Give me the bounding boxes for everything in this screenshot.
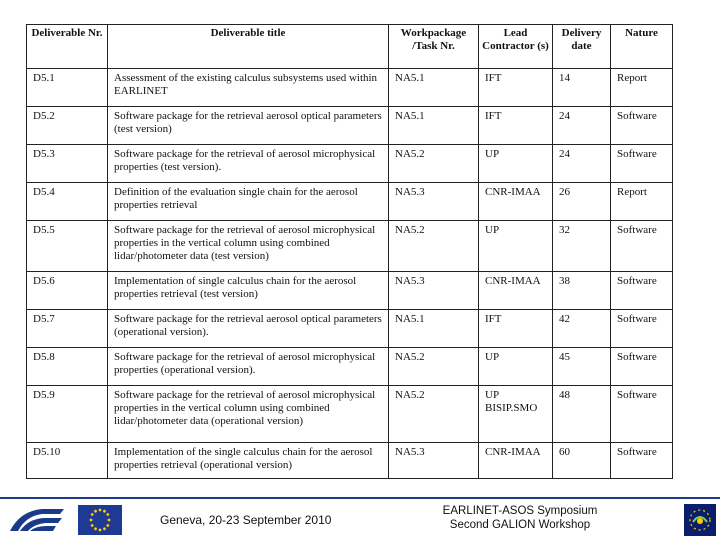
cell-title: Software package for the retrieval aerosol optical parameters (test version) <box>108 107 389 145</box>
header-lead-contractor: Lead Contractor (s) <box>479 25 553 69</box>
cell-nr: D5.1 <box>27 69 108 107</box>
cell-wp: NA5.1 <box>389 69 479 107</box>
cell-nr: D5.3 <box>27 145 108 183</box>
header-nature: Nature <box>611 25 673 69</box>
footer-workshop: Second GALION Workshop <box>449 519 591 531</box>
cell-title: Implementation of the single calculus chain for the aerosol properties retrieval (operational version) <box>108 443 389 479</box>
cell-date: 14 <box>553 69 611 107</box>
table-row <box>27 107 673 145</box>
cell-lead: UP <box>479 145 553 183</box>
cell-nature: Software <box>611 145 673 183</box>
cell-lead: CNR-IMAA <box>479 183 553 221</box>
cell-wp: NA5.2 <box>389 386 479 443</box>
footer-symposium: EARLINET-ASOS Symposium <box>442 505 598 517</box>
cell-nature: Software <box>611 386 673 443</box>
cell-nr: D5.8 <box>27 348 108 386</box>
cell-date: 48 <box>553 386 611 443</box>
galion-logo-icon <box>684 504 716 536</box>
header-workpackage: Workpackage /Task Nr. <box>389 25 479 69</box>
cell-title: Software package for the retrieval aerosol optical parameters (operational version). <box>108 310 389 348</box>
cell-wp: NA5.3 <box>389 443 479 479</box>
cell-wp: NA5.2 <box>389 145 479 183</box>
cell-wp: NA5.1 <box>389 310 479 348</box>
cell-nr: D5.5 <box>27 221 108 272</box>
cell-title: Software package for the retrieval of aerosol microphysical properties (operational version). <box>108 348 389 386</box>
cell-wp: NA5.2 <box>389 221 479 272</box>
cell-title: Definition of the evaluation single chain for the aerosol properties retrieval <box>108 183 389 221</box>
cell-lead: UP <box>479 221 553 272</box>
cell-title: Software package for the retrieval of aerosol microphysical properties (test version). <box>108 145 389 183</box>
cell-date: 38 <box>553 272 611 310</box>
cell-nr: D5.2 <box>27 107 108 145</box>
eu-flag-icon <box>78 505 122 535</box>
table-row <box>27 386 673 443</box>
cell-wp: NA5.2 <box>389 348 479 386</box>
table-row <box>27 310 673 348</box>
cell-title: Implementation of single calculus chain for the aerosol properties retrieval (test version) <box>108 272 389 310</box>
cell-date: 26 <box>553 183 611 221</box>
cell-title: Assessment of the existing calculus subsystems used within EARLINET <box>108 69 389 107</box>
cell-lead: IFT <box>479 107 553 145</box>
cell-date: 60 <box>553 443 611 479</box>
cell-nature: Software <box>611 443 673 479</box>
cell-nr: D5.7 <box>27 310 108 348</box>
cell-nr: D5.9 <box>27 386 108 443</box>
cell-wp: NA5.1 <box>389 107 479 145</box>
project-logo-icon <box>6 505 68 535</box>
cell-nr: D5.4 <box>27 183 108 221</box>
table-row <box>27 272 673 310</box>
cell-date: 42 <box>553 310 611 348</box>
table-row <box>27 348 673 386</box>
cell-nr: D5.10 <box>27 443 108 479</box>
cell-wp: NA5.3 <box>389 183 479 221</box>
cell-nature: Report <box>611 183 673 221</box>
cell-nature: Software <box>611 221 673 272</box>
table-row <box>27 145 673 183</box>
table-row <box>27 183 673 221</box>
cell-nature: Software <box>611 107 673 145</box>
table-row <box>27 221 673 272</box>
cell-lead: CNR-IMAA <box>479 443 553 479</box>
header-deliverable-nr: Deliverable Nr. <box>27 25 108 69</box>
cell-nature: Software <box>611 272 673 310</box>
cell-nature: Software <box>611 348 673 386</box>
cell-date: 32 <box>553 221 611 272</box>
cell-nr: D5.6 <box>27 272 108 310</box>
cell-date: 45 <box>553 348 611 386</box>
footer-divider <box>0 497 720 499</box>
footer-event-date: Geneva, 20-23 September 2010 <box>160 513 332 527</box>
cell-lead: IFT <box>479 69 553 107</box>
header-delivery-date: Delivery date <box>553 25 611 69</box>
cell-title: Software package for the retrieval of aerosol microphysical properties in the vertical column using combined lidar/photometer data (operational version) <box>108 386 389 443</box>
cell-lead: IFT <box>479 310 553 348</box>
header-deliverable-title: Deliverable title <box>108 25 389 69</box>
table-row <box>27 443 673 479</box>
cell-date: 24 <box>553 107 611 145</box>
table-row <box>27 69 673 107</box>
cell-lead: CNR-IMAA <box>479 272 553 310</box>
footer-event-title <box>420 504 620 532</box>
cell-date: 24 <box>553 145 611 183</box>
cell-nature: Software <box>611 310 673 348</box>
deliverables-table <box>26 24 673 479</box>
cell-title: Software package for the retrieval of aerosol microphysical properties in the vertical column using combined lidar/photometer data (test version) <box>108 221 389 272</box>
cell-nature: Report <box>611 69 673 107</box>
cell-lead: UP BISIP.SMO <box>479 386 553 443</box>
table-header-row <box>27 25 673 69</box>
cell-wp: NA5.3 <box>389 272 479 310</box>
cell-lead: UP <box>479 348 553 386</box>
